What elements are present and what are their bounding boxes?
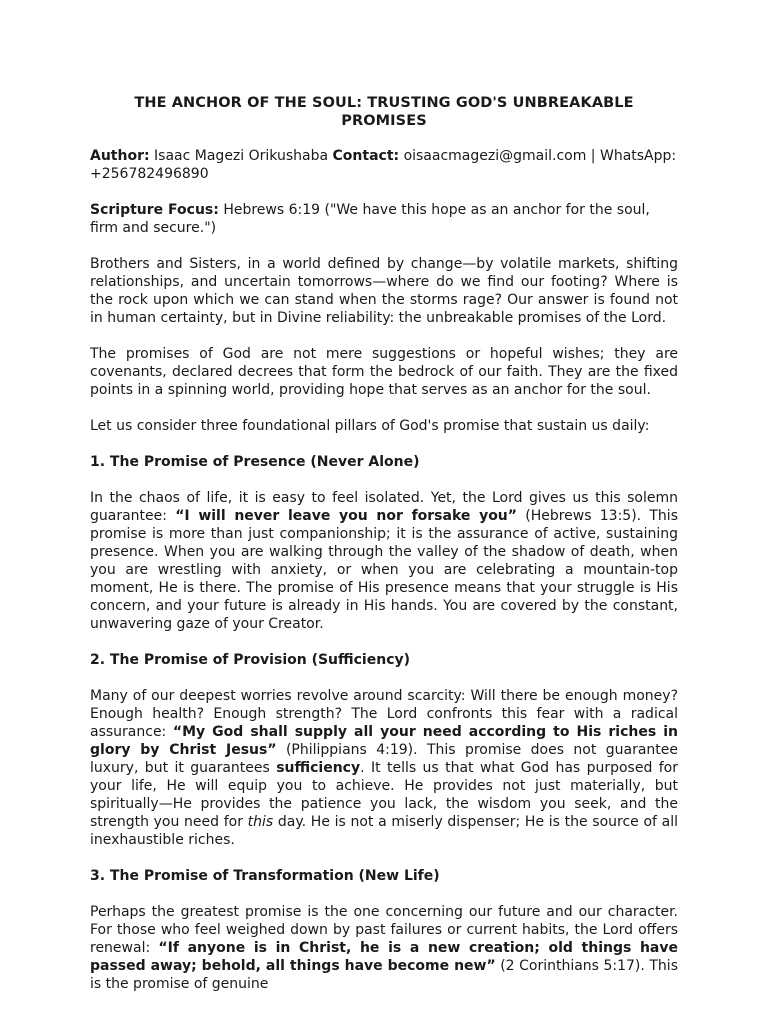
- intro-paragraph-1: Brothers and Sisters, in a world defined by change—by volatile markets, shifting relationships, and uncertain tomorrows—where do we find our footing? Where is the rock upon which we can stand when the storms rage? Our answer is found not in human certainty, but in Divine reliability: the unbreakable promises of the Lord.: [90, 256, 678, 326]
- section-1-heading: 1. The Promise of Presence (Never Alone): [90, 454, 420, 470]
- author-contact-line: [90, 147, 678, 183]
- contact-value[interactable]: oisaacmagezi@gmail.com | WhatsApp: +256782496890: [90, 148, 677, 182]
- section-1-text-a: In the chaos of life, it is easy to feel isolated. Yet, the Lord gives us this solemn guarantee:: [90, 490, 678, 524]
- section-1-paragraph: [90, 489, 678, 633]
- section-2-text-c: . It tells us that what God has purposed for your life, He will equip you to achieve. He provides not just materially, but spiritually—He provides the patience you lack, the wisdom you seek, and the strength you need for: [90, 760, 678, 830]
- section-2-heading: 2. The Promise of Provision (Sufficiency): [90, 652, 411, 668]
- section-3-heading: 3. The Promise of Transformation (New Life): [90, 868, 440, 884]
- section-3-quote: “If anyone is in Christ, he is a new creation; old things have passed away; behold, all things have become new”: [90, 940, 679, 974]
- section-1-text-b: (Hebrews 13:5). This promise is more than just companionship; it is the assurance of active, sustaining presence. When you are walking through the valley of the shadow of death, when you are wrestling with anxiety, or when you are celebrating a mountain-top moment, He is there. The promise of His presence means that your struggle is His concern, and your future is already in His hands. You are covered by the constant, unwavering gaze of your Creator.: [90, 508, 678, 632]
- intro-paragraph-2: The promises of God are not mere suggestions or hopeful wishes; they are covenants, declared decrees that form the bedrock of our faith. They are the fixed points in a spinning world, providing hope that serves as an anchor for the soul.: [90, 346, 678, 398]
- section-2-text-b: (Philippians 4:19). This promise does not guarantee luxury, but it guarantees: [90, 742, 679, 776]
- scripture-focus: [90, 201, 678, 237]
- section-3-text-a: Perhaps the greatest promise is the one concerning our future and our character. For those who feel weighed down by past failures or current habits, the Lord offers renewal:: [90, 904, 678, 956]
- intro-paragraph-3: Let us consider three foundational pillars of God's promise that sustain us daily:: [90, 418, 650, 434]
- scripture-text: Hebrews 6:19 ("We have this hope as an anchor for the soul, firm and secure."): [90, 202, 650, 236]
- section-1-quote: “I will never leave you nor forsake you”: [175, 508, 517, 524]
- document-title: THE ANCHOR OF THE SOUL: TRUSTING GOD'S UNBREAKABLE PROMISES: [134, 95, 634, 129]
- section-3-text-b: (2 Corinthians 5:17). This is the promise of genuine: [90, 958, 678, 992]
- section-3-paragraph: [90, 903, 678, 993]
- section-2-paragraph: [90, 687, 678, 849]
- section-2-text-d: day. He is not a miserly dispenser; He is the source of all inexhaustible riches.: [90, 814, 678, 848]
- section-2-italic-word: this: [247, 814, 274, 830]
- scripture-label: Scripture Focus:: [90, 202, 219, 218]
- section-2-text-a: Many of our deepest worries revolve around scarcity: Will there be enough money? Enough health? Enough strength? The Lord confronts this fear with a radical assurance:: [90, 688, 678, 740]
- author-name: Isaac Magezi Orikushaba: [154, 148, 329, 164]
- section-2-quote: “My God shall supply all your need according to His riches in glory by Christ Jesus”: [90, 724, 678, 758]
- contact-label: Contact:: [332, 148, 400, 164]
- section-2-bold-word: sufficiency: [276, 760, 361, 776]
- author-label: Author:: [90, 148, 150, 164]
